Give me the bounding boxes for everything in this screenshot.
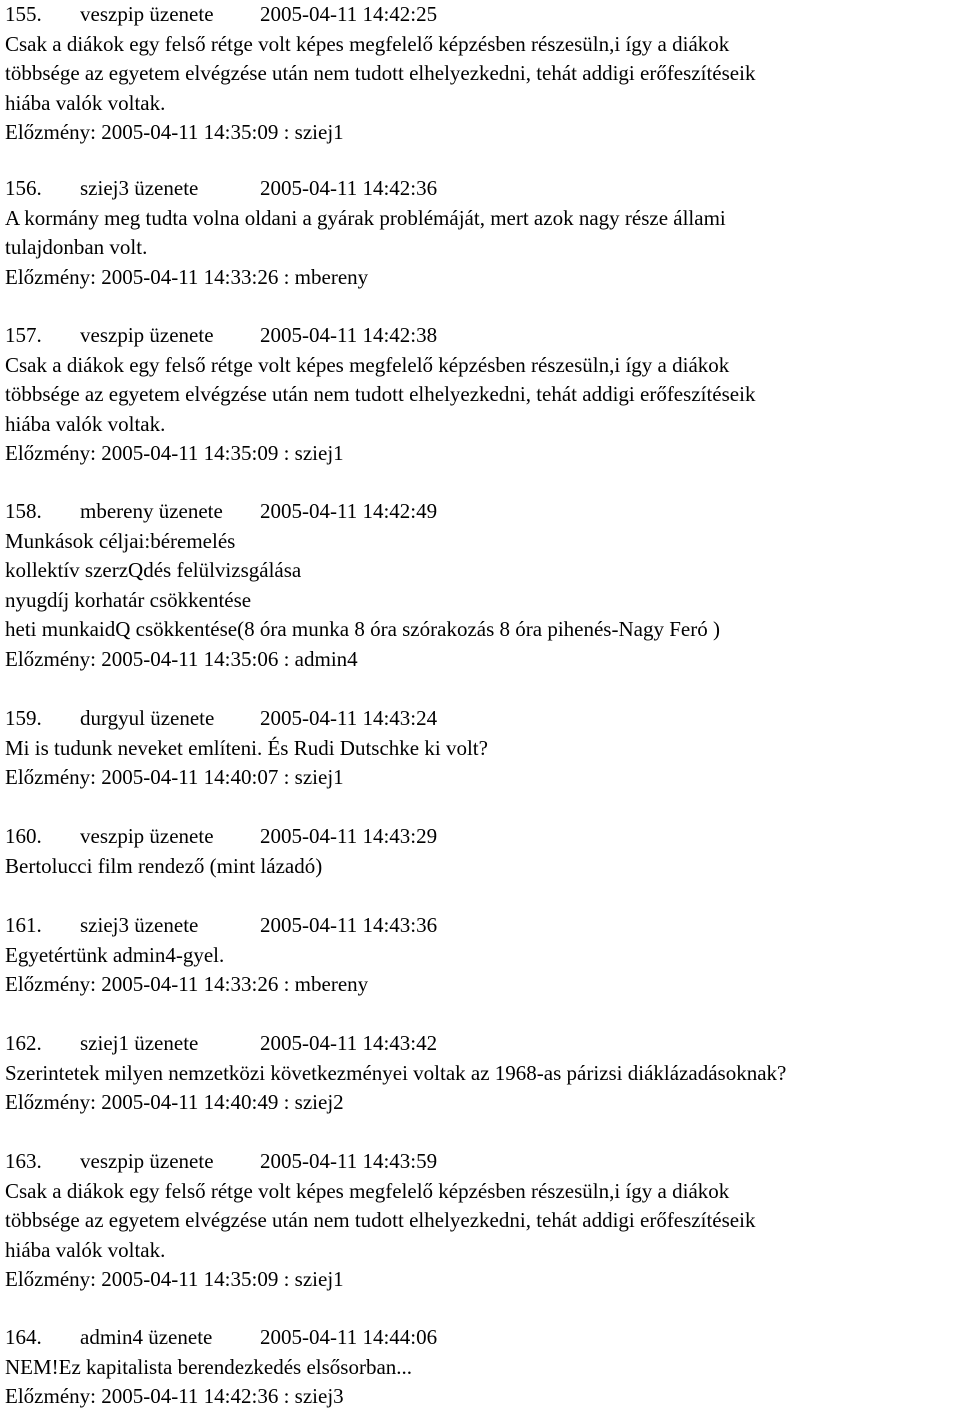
- post-number: 163.: [5, 1149, 42, 1173]
- post-text-line: Mi is tudunk neveket említeni. És Rudi Dutschke ki volt?: [5, 735, 488, 760]
- post-number: 164.: [5, 1325, 42, 1349]
- post-text-line: Csak a diákok egy felső rétge volt képes megfelelő képzésben részesüln,i így a diákok: [5, 31, 730, 56]
- forum-post: [5, 1147, 960, 1295]
- post-number: 161.: [5, 913, 42, 937]
- post-timestamp: 2005-04-11 14:42:49: [260, 499, 438, 523]
- post-timestamp: 2005-04-11 14:42:38: [260, 323, 438, 347]
- post-text-line: tulajdonban volt.: [5, 235, 148, 259]
- forum-post: [5, 704, 960, 793]
- post-text-line: Csak a diákok egy felső rétge volt képes megfelelő képzésben részesüln,i így a diákok: [5, 1178, 730, 1203]
- post-timestamp: 2005-04-11 14:43:42: [260, 1031, 438, 1055]
- post-header: [5, 911, 960, 941]
- post-author: sziej1 üzenete: [80, 1031, 199, 1055]
- post-author: sziej3 üzenete: [80, 176, 199, 200]
- post-author: durgyul üzenete: [80, 706, 215, 730]
- post-author: veszpip üzenete: [80, 1149, 214, 1173]
- post-text-line: A kormány meg tudta volna oldani a gyárak problémáját, mert azok nagy része állami: [5, 205, 726, 230]
- post-header: [5, 1323, 960, 1353]
- post-previous-reference[interactable]: Előzmény: 2005-04-11 14:40:07 : sziej1: [5, 765, 344, 789]
- post-timestamp: 2005-04-11 14:44:06: [260, 1325, 438, 1349]
- post-previous-reference[interactable]: Előzmény: 2005-04-11 14:42:36 : sziej3: [5, 1384, 344, 1408]
- post-author: veszpip üzenete: [80, 824, 214, 848]
- post-author: mbereny üzenete: [80, 499, 223, 523]
- post-text-line: nyugdíj korhatár csökkentése: [5, 587, 252, 612]
- post-text-line: NEM!Ez kapitalista berendezkedés elsősorban...: [5, 1354, 413, 1379]
- post-author: sziej3 üzenete: [80, 913, 199, 937]
- post-previous-reference[interactable]: Előzmény: 2005-04-11 14:33:26 : mbereny: [5, 264, 369, 289]
- post-text-line: Munkások céljai:béremelés: [5, 528, 236, 553]
- post-number: 160.: [5, 824, 42, 848]
- post-header: [5, 1029, 960, 1059]
- forum-post: [5, 822, 960, 881]
- forum-post: [5, 321, 960, 469]
- post-author: admin4 üzenete: [80, 1325, 213, 1349]
- post-previous-reference[interactable]: Előzmény: 2005-04-11 14:35:09 : sziej1: [5, 1267, 344, 1291]
- post-author: veszpip üzenete: [80, 2, 214, 26]
- post-number: 162.: [5, 1031, 42, 1055]
- forum-post: [5, 1029, 960, 1118]
- post-timestamp: 2005-04-11 14:42:36: [260, 176, 438, 200]
- post-timestamp: 2005-04-11 14:43:24: [260, 706, 438, 730]
- post-text-line: Bertolucci film rendező (mint lázadó): [5, 853, 323, 878]
- post-previous-reference[interactable]: Előzmény: 2005-04-11 14:35:09 : sziej1: [5, 441, 344, 465]
- post-text-line: többsége az egyetem elvégzése után nem tudott elhelyezkedni, tehát addigi erőfeszítéseik: [5, 382, 756, 406]
- post-text-line: hiába valók voltak.: [5, 90, 166, 115]
- post-previous-reference[interactable]: Előzmény: 2005-04-11 14:35:06 : admin4: [5, 646, 358, 671]
- post-number: 156.: [5, 176, 42, 200]
- forum-post: [5, 1323, 960, 1412]
- post-header: [5, 0, 960, 30]
- post-previous-reference[interactable]: Előzmény: 2005-04-11 14:35:09 : sziej1: [5, 120, 344, 144]
- post-timestamp: 2005-04-11 14:43:29: [260, 824, 438, 848]
- post-number: 157.: [5, 323, 42, 347]
- post-text-line: többsége az egyetem elvégzése után nem tudott elhelyezkedni, tehát addigi erőfeszítéseik: [5, 1208, 756, 1232]
- post-author: veszpip üzenete: [80, 323, 214, 347]
- post-timestamp: 2005-04-11 14:43:36: [260, 913, 438, 937]
- post-timestamp: 2005-04-11 14:43:59: [260, 1149, 438, 1173]
- post-header: [5, 321, 960, 351]
- forum-post: [5, 174, 960, 292]
- post-header: [5, 497, 960, 527]
- forum-post: [5, 0, 960, 148]
- post-timestamp: 2005-04-11 14:42:25: [260, 2, 438, 26]
- post-text-line: Csak a diákok egy felső rétge volt képes megfelelő képzésben részesüln,i így a diákok: [5, 352, 730, 377]
- post-number: 158.: [5, 499, 42, 523]
- post-text-line: heti munkaidQ csökkentése(8 óra munka 8 óra szórakozás 8 óra pihenés-Nagy Feró ): [5, 617, 720, 641]
- forum-post: [5, 911, 960, 1000]
- post-number: 155.: [5, 2, 42, 26]
- post-previous-reference[interactable]: Előzmény: 2005-04-11 14:33:26 : mbereny: [5, 972, 369, 996]
- post-text-line: hiába valók voltak.: [5, 411, 166, 436]
- post-text-line: Szerintetek milyen nemzetközi következményei voltak az 1968-as párizsi diáklázadásoknak?: [5, 1060, 787, 1085]
- post-text-line: hiába valók voltak.: [5, 1237, 166, 1262]
- post-text-line: többsége az egyetem elvégzése után nem tudott elhelyezkedni, tehát addigi erőfeszítéseik: [5, 61, 756, 85]
- forum-post: [5, 497, 960, 674]
- post-previous-reference[interactable]: Előzmény: 2005-04-11 14:40:49 : sziej2: [5, 1090, 344, 1114]
- post-header: [5, 822, 960, 852]
- post-header: [5, 1147, 960, 1177]
- post-header: [5, 174, 960, 204]
- post-text-line: Egyetértünk admin4-gyel.: [5, 942, 225, 967]
- post-number: 159.: [5, 706, 42, 730]
- post-header: [5, 704, 960, 734]
- post-text-line: kollektív szerzQdés felülvizsgálása: [5, 558, 302, 582]
